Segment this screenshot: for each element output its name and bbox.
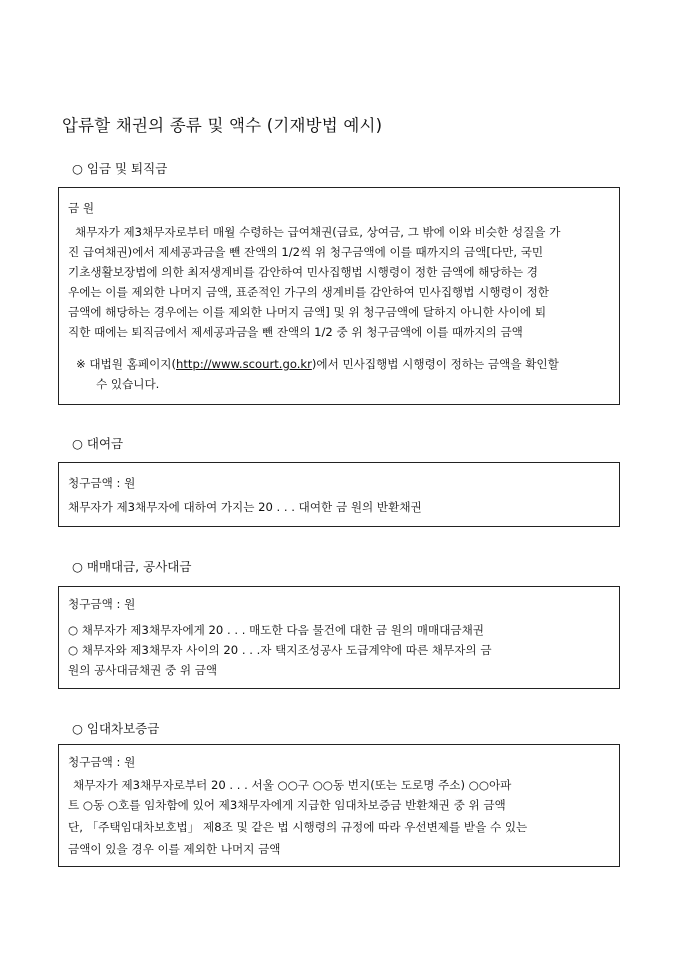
loan-body-line: 채무자가 제3채무자에 대하여 가지는 20 . . . 대여한 금 원의 반환채권 <box>68 500 422 514</box>
note-suffix: )에서 민사집행법 시행령이 정하는 금액을 확인할 <box>311 357 559 371</box>
page-title: 압류할 채권의 종류 및 액수 (기재방법 예시) <box>62 116 383 135</box>
sale-body-line: ○ 채무자와 제3채무자 사이의 20 . . .자 택지조성공사 도급계약에 따른 채무자의 금 <box>68 643 492 657</box>
deposit-body-line: 단, 「주택임대차보호법」 제8조 및 같은 법 시행령의 규정에 따라 우선변제를 받을 수 있는 <box>68 820 528 834</box>
wage-body-line: 기초생활보장법에 의한 최저생계비를 감안하여 민사집행법 시행령이 정한 금액에 해당하는 경 <box>68 265 538 279</box>
deposit-body-line: 트 ○동 ○호를 임차함에 있어 제3채무자에게 지급한 임대차보증금 반환채권 중 위 금액 <box>68 798 506 812</box>
section-heading-deposit: ○ 임대차보증금 <box>72 721 160 736</box>
section-heading-sale: ○ 매매대금, 공사대금 <box>72 559 192 574</box>
wage-body-line: 직한 때에는 퇴직금에서 제세공과금을 뺀 잔액의 1/2 중 위 청구금액에 이를 때까지의 금액 <box>68 325 523 339</box>
sale-body-line: ○ 채무자가 제3채무자에게 20 . . . 매도한 다음 물건에 대한 금 원의 매매대금채권 <box>68 623 484 637</box>
wage-body-line: 금액에 해당하는 경우에는 이를 제외한 나머지 금액] 및 위 청구금액에 달하지 아니한 사이에 퇴 <box>68 305 547 319</box>
scourt-link[interactable]: http://www.scourt.go.kr <box>176 357 312 371</box>
wage-note <box>76 356 559 372</box>
sale-body-line: 원의 공사대금채권 중 위 금액 <box>68 663 218 677</box>
wage-box <box>58 187 620 405</box>
wage-body-line: 진 급여채권)에서 제세공과금을 뺀 잔액의 1/2씩 위 청구금액에 이를 때까지의 금액[다만, 국민 <box>68 245 544 259</box>
loan-amount-label: 청구금액 : 원 <box>68 476 136 490</box>
sale-amount-label: 청구금액 : 원 <box>68 597 136 611</box>
sale-box <box>58 586 620 689</box>
deposit-body-line: 금액이 있을 경우 이를 제외한 나머지 금액 <box>68 842 281 856</box>
loan-box <box>58 462 620 527</box>
wage-body-line: 우에는 이를 제외한 나머지 금액, 표준적인 가구의 생계비를 감안하여 민사집행법 시행령이 정한 <box>68 285 550 299</box>
wage-body-line: 채무자가 제3채무자로부터 매월 수령하는 급여채권(급료, 상여금, 그 밖에 이와 비슷한 성질을 가 <box>75 225 561 239</box>
wage-amount-label: 금 원 <box>68 201 95 215</box>
deposit-box <box>58 744 620 867</box>
section-heading-loan: ○ 대여금 <box>72 436 124 451</box>
deposit-amount-label: 청구금액 : 원 <box>68 755 136 769</box>
note-prefix: ※ 대법원 홈페이지( <box>76 357 177 371</box>
deposit-body-line: 채무자가 제3채무자로부터 20 . . . 서울 ○○구 ○○동 번지(또는 도로명 주소) ○○아파 <box>73 778 512 792</box>
wage-note-line2: 수 있습니다. <box>96 377 160 391</box>
section-heading-wage: ○ 임금 및 퇴직금 <box>72 161 168 176</box>
